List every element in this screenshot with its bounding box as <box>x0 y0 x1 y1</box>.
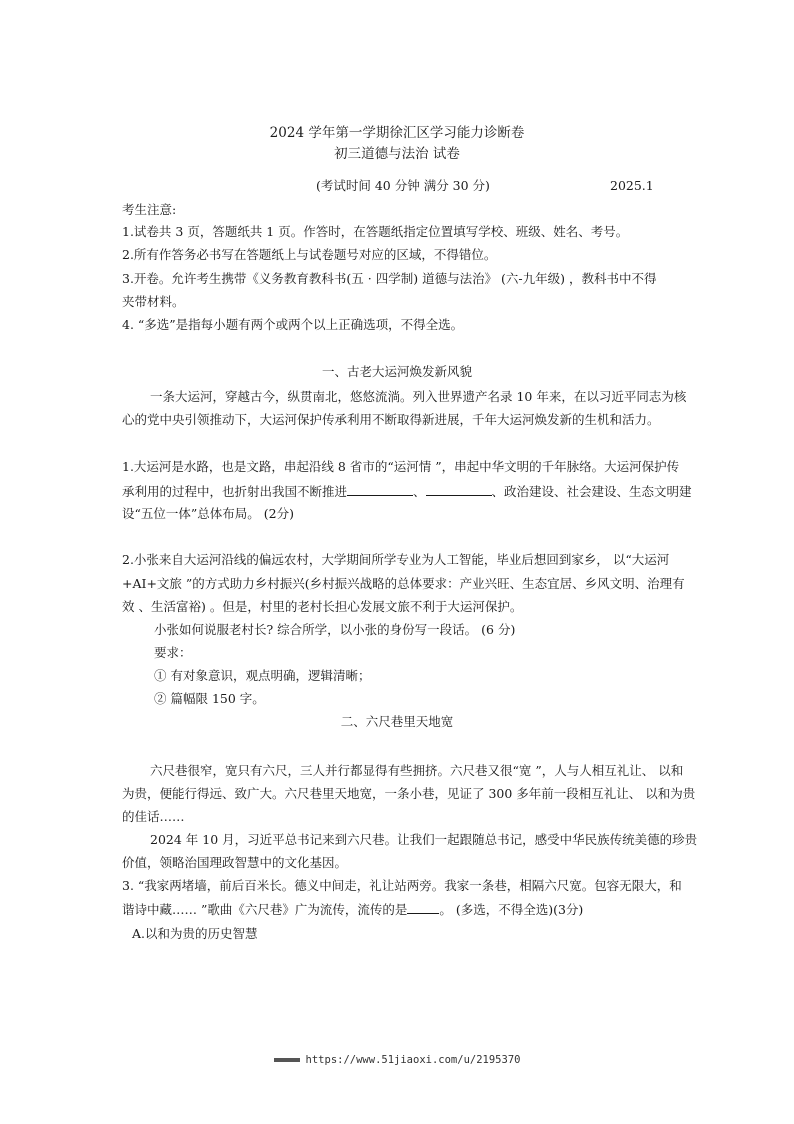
footer-url[interactable]: https://www.51jiaoxi.com/u/2195370 <box>305 1054 521 1066</box>
answer-blank <box>347 483 413 496</box>
watermark-logo-icon <box>274 1058 300 1062</box>
option-a: A.以和为贵的历史智慧 <box>132 926 258 941</box>
question-1-text: 承利用的过程中，也折射出我国不断推进 <box>122 484 348 499</box>
question-3-text: 谐诗中藏…… ”歌曲《六尺巷》广为流传，流传的是 <box>122 902 408 917</box>
question-1-line: 设“五位一体”总体布局。 (2分) <box>122 506 294 521</box>
section-paragraph-line: 为贵，便能行得远、致广大。六尺巷里天地宽，一条小巷，见证了 300 多年前一段相互礼让、 以和为贵 <box>122 786 696 801</box>
requirement-item: ① 有对象意识，观点明确，逻辑清晰； <box>154 668 371 683</box>
question-2-line: +AI+文旅 ”的方式助力乡村振兴(乡村振兴战略的总体要求：产业兴旺、生态宜居、乡风文明、治理有 <box>122 576 685 591</box>
section-paragraph-line: 的佳话…… <box>122 809 185 824</box>
requirement-item: ② 篇幅限 150 字。 <box>154 691 265 706</box>
exam-info: (考试时间 40 分钟 满分 30 分) <box>316 178 490 193</box>
question-1-separator: 、 <box>413 484 426 499</box>
section-heading: 一、古老大运河焕发新风貌 <box>321 364 472 379</box>
question-2-task: 小张如何说服老村长? 综合所学，以小张的身份写一段话。 (6 分) <box>154 622 516 637</box>
section-paragraph-line: 2024 年 10 月，习近平总书记来到六尺巷。让我们一起跟随总书记，感受中华民族传统美德的珍贵 <box>150 832 698 847</box>
exam-subtitle: 初三道德与法治 试卷 <box>334 146 460 162</box>
answer-blank <box>426 483 492 496</box>
notice-item: 夹带材料。 <box>122 294 185 309</box>
question-3-text: 。 (多选，不得全选)(3分) <box>439 902 584 917</box>
section-paragraph-line: 六尺巷很窄，宽只有六尺，三人并行都显得有些拥挤。六尺巷又很“宽 ”，人与人相互礼让、 以和 <box>150 763 684 778</box>
question-1-text: 、政治建设、社会建设、生态文明建 <box>491 484 692 499</box>
question-2-line: 效 、生活富裕) 。但是，村里的老村长担心发展文旅不利于大运河保护。 <box>122 599 523 614</box>
exam-title: 2024 学年第一学期徐汇区学习能力诊断卷 <box>269 125 525 141</box>
section-intro-line: 一条大运河，穿越古今，纵贯南北，悠悠流淌。列入世界遗产名录 10 年来，在以习近平同志为核 <box>150 389 687 404</box>
question-1-line <box>122 483 692 500</box>
question-3-line <box>122 901 583 918</box>
question-3-line: 3. “我家两堵墙，前后百米长。德义中间走，礼让站两旁。我家一条巷，相隔六尺宽。包容无限大，和 <box>122 878 682 893</box>
page-footer <box>0 1054 794 1066</box>
notice-item: 4. “多选”是指每小题有两个或两个以上正确选项，不得全选。 <box>122 317 464 332</box>
section-intro-line: 心的党中央引领推动下，大运河保护传承利用不断取得新进展，千年大运河焕发新的生机和活力。 <box>122 412 660 427</box>
requirements-heading: 要求： <box>154 645 192 660</box>
answer-blank <box>407 901 439 914</box>
question-2-line: 2.小张来自大运河沿线的偏远农村，大学期间所学专业为人工智能，毕业后想回到家乡， 以“大运河 <box>122 552 670 567</box>
exam-date: 2025.1 <box>610 178 654 193</box>
notice-heading: 考生注意: <box>122 202 177 217</box>
notice-item: 1.试卷共 3 页，答题纸共 1 页。作答时，在答题纸指定位置填写学校、班级、姓名、考号。 <box>122 224 629 239</box>
notice-item: 3.开卷。允许考生携带《义务教育教科书(五 · 四学制) 道德与法治》 (六-九年级) ，教科书中不得 <box>122 271 657 286</box>
question-1-line: 1.大运河是水路，也是文路，串起沿线 8 省市的“运河情 ”，串起中华文明的千年脉络。大运河保护传 <box>122 459 680 474</box>
section-heading: 二、六尺巷里天地宽 <box>340 714 454 729</box>
section-paragraph-line: 价值，领略治国理政智慧中的文化基因。 <box>122 855 348 870</box>
notice-item: 2.所有作答务必书写在答题纸上与试卷题号对应的区域，不得错位。 <box>122 247 497 262</box>
